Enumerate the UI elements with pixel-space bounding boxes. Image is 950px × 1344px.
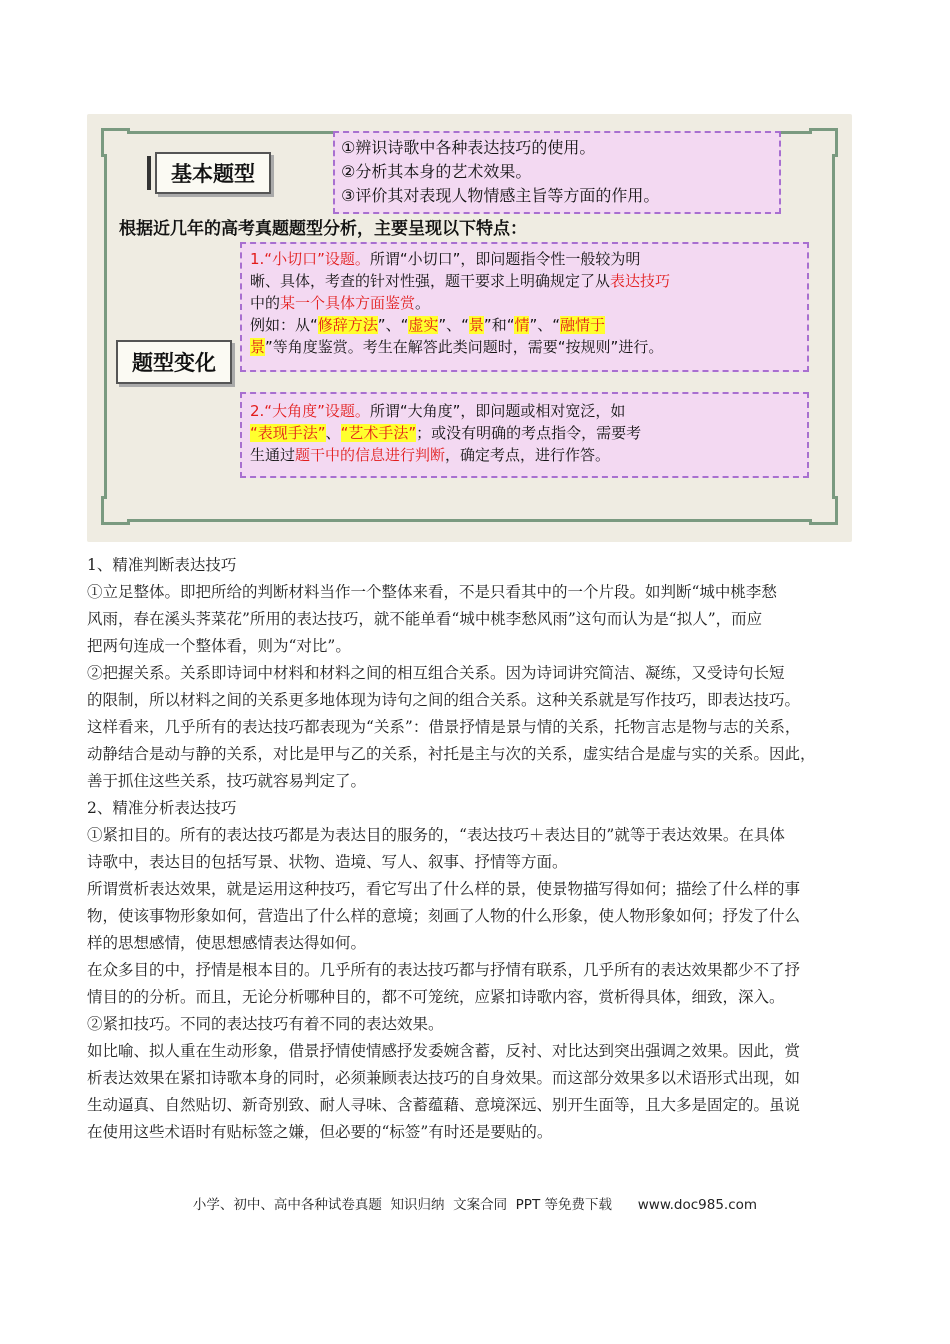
basic-item-2: ②分析其本身的艺术效果。 — [341, 162, 532, 181]
page-footer: 小学、初中、高中各种试卷真题 知识归纳 文案合同 PPT 等免费下载 www.doc985.com — [192, 1197, 758, 1213]
frame-left-line — [104, 154, 107, 499]
basic-items-box — [333, 131, 781, 214]
paragraph-line: ①紧扣目的。所有的表达技巧都是为表达目的服务的，“表达技巧＋表达目的”就等于表达效果。在具体 — [87, 826, 785, 844]
box1-line-4: 例如：从“修辞方法”、“虚实”、“景”和“情”、“融情于 — [250, 316, 606, 334]
paragraph-line: 这样看来，几乎所有的表达技巧都表现为“关系”：借景抒情是景与情的关系，托物言志是物与志的关系， — [87, 718, 801, 736]
frame-corner-tl — [101, 128, 130, 157]
paragraph-line: 动静结合是动与静的关系，对比是甲与乙的关系，衬托是主与次的关系，虚实结合是虚与实的关系。因此， — [87, 745, 816, 763]
paragraph-line: 善于抓住这些关系，技巧就容易判定了。 — [87, 772, 367, 790]
frame-corner-bl — [101, 496, 130, 525]
figure-heading: 根据近几年的高考真题题型分析，主要呈现以下特点： — [119, 219, 527, 239]
tag-bar — [147, 156, 151, 190]
paragraph-line: 情目的的分析。而且，无论分析哪种目的，都不可笼统，应紧扣诗歌内容，赏析得具体，细致，深入。 — [87, 988, 785, 1006]
frame-corner-br — [809, 496, 838, 525]
frame-right-line — [832, 154, 835, 499]
paragraph-line: 风雨，春在溪头荠菜花”所用的表达技巧，就不能单看“城中桃李愁风雨”这句而认为是“拟人”，而应 — [87, 610, 763, 628]
big-angle-box — [240, 392, 809, 478]
basic-item-3: ③评价其对表现人物情感主旨等方面的作用。 — [341, 186, 660, 205]
box1-line-2: 晰、具体，考查的针对性强，题干要求上明确规定了从表达技巧 — [250, 272, 671, 290]
tag-type-change — [116, 340, 232, 384]
section-heading-1: 1、精准判断表达技巧 — [87, 556, 237, 574]
small-cut-box — [240, 242, 809, 372]
paragraph-line: ①立足整体。即把所给的判断材料当作一个整体来看，不是只看其中的一个片段。如判断“城中桃李愁 — [87, 583, 777, 601]
box2-line-3: 生通过题干中的信息进行判断，确定考点，进行作答。 — [250, 446, 611, 464]
paragraph-line: 诗歌中，表达目的包括写景、状物、造境、写人、叙事、抒情等方面。 — [87, 853, 568, 871]
paragraph-line: 生动逼真、自然贴切、新奇别致、耐人寻味、含蓄蕴藉、意境深远、别开生面等，且大多是固定的。虽说 — [87, 1096, 801, 1114]
tag-change-label: 题型变化 — [132, 350, 216, 375]
section-heading-2: 2、精准分析表达技巧 — [87, 799, 237, 817]
box1-line-5: 景”等角度鉴赏。考生在解答此类问题时，需要“按规则”进行。 — [250, 338, 664, 356]
paragraph-line: 在众多目的中，抒情是根本目的。几乎所有的表达技巧都与抒情有联系，几乎所有的表达效果都少不了抒 — [87, 961, 801, 979]
box2-line-2: “表现手法”、“艺术手法”；或没有明确的考点指令，需要考 — [250, 424, 642, 442]
paragraph-line: ②把握关系。关系即诗词中材料和材料之间的相互组合关系。因为诗词讲究简洁、凝练，又受诗句长短 — [87, 664, 785, 682]
paragraph-line: 所谓赏析表达效果，就是运用这种技巧，看它写出了什么样的景，使景物描写得如何；描绘了什么样的事 — [87, 880, 801, 898]
basic-item-1: ①辨识诗歌中各种表达技巧的使用。 — [341, 138, 596, 157]
frame-corner-tr — [809, 128, 838, 157]
paragraph-line: 的限制，所以材料之间的关系更多地体现为诗句之间的组合关系。这种关系就是写作技巧，即表达技巧。 — [87, 691, 801, 709]
paragraph-line: 如比喻、拟人重在生动形象，借景抒情使情感抒发委婉含蓄，反衬、对比达到突出强调之效果。因此，赏 — [87, 1042, 801, 1060]
box1-line-3: 中的某一个具体方面鉴赏。 — [250, 294, 431, 312]
paragraph-line: 在使用这些术语时有贴标签之嫌，但必要的“标签”有时还是要贴的。 — [87, 1123, 553, 1141]
paragraph-line: 物，使该事物形象如何，营造出了什么样的意境；刻画了人物的什么形象，使人物形象如何；抒发了什么 — [87, 907, 801, 925]
frame-bottom-line — [127, 519, 812, 522]
box2-line-1: 2.“大角度”设题。所谓“大角度”，即问题或相对宽泛，如 — [250, 402, 626, 420]
paragraph-line: 析表达效果在紧扣诗歌本身的同时，必须兼顾表达技巧的自身效果。而这部分效果多以术语形式出现，如 — [87, 1069, 801, 1087]
body-text — [87, 552, 857, 1146]
paragraph-line: ②紧扣技巧。不同的表达技巧有着不同的表达效果。 — [87, 1015, 444, 1033]
tag-basic-label: 基本题型 — [171, 161, 255, 186]
paragraph-line: 样的思想感情，使思想感情表达得如何。 — [87, 934, 367, 952]
paragraph-line: 把两句连成一个整体看，则为“对比”。 — [87, 637, 351, 655]
box1-line-1: 1.“小切口”设题。所谓“小切口”，即问题指令性一般较为明 — [250, 250, 641, 268]
tag-basic-type — [155, 152, 271, 194]
